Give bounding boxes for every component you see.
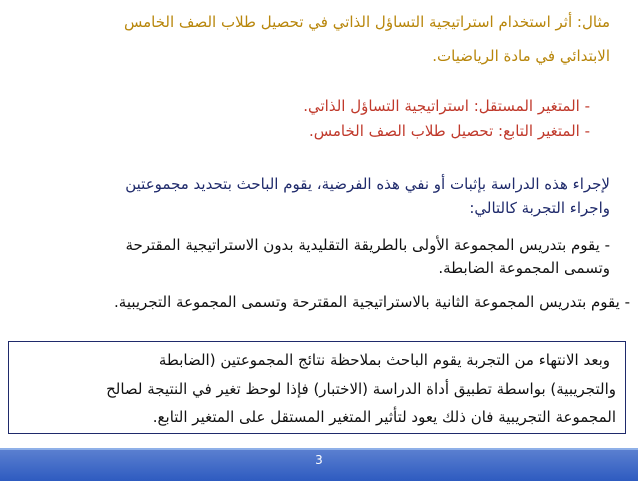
group1-line-1: - يقوم بتدريس المجموعة الأولى بالطريقة التقليدية بدون الاستراتيجية المقترحة xyxy=(125,236,610,254)
group2-line-1: - يقوم بتدريس المجموعة الثانية بالاستراتيجية المقترحة وتسمى المجموعة التجريبية. xyxy=(114,293,630,311)
group1-line-2: وتسمى المجموعة الضابطة. xyxy=(438,259,610,277)
example-title-line-2: الابتدائي في مادة الرياضيات. xyxy=(432,47,610,65)
page-number: 3 xyxy=(315,453,323,467)
example-title-line-1: مثال: أثر استخدام استراتيجية التساؤل الذاتي في تحصيل طلاب الصف الخامس xyxy=(124,13,610,31)
conclusion-line-3: المجموعة التجريبية فان ذلك يعود لتأثير المتغير المستقل على المتغير التابع. xyxy=(152,408,616,426)
procedure-line-1: لإجراء هذه الدراسة بإثبات أو نفي هذه الفرضية، يقوم الباحث بتحديد مجموعتين xyxy=(125,175,610,193)
independent-variable: - المتغير المستقل: استراتيجية التساؤل الذاتي. xyxy=(303,97,590,115)
procedure-line-2: واجراء التجربة كالتالي: xyxy=(469,199,610,217)
conclusion-line-2: والتجريبية) بواسطة تطبيق أداة الدراسة (الاختبار) فإذا لوحظ تغير في النتيجة لصالح xyxy=(106,380,616,398)
dependent-variable: - المتغير التابع: تحصيل طلاب الصف الخامس. xyxy=(309,122,590,140)
conclusion-line-1: وبعد الانتهاء من التجربة يقوم الباحث بملاحظة نتائج المجموعتين (الضابطة xyxy=(158,351,610,369)
